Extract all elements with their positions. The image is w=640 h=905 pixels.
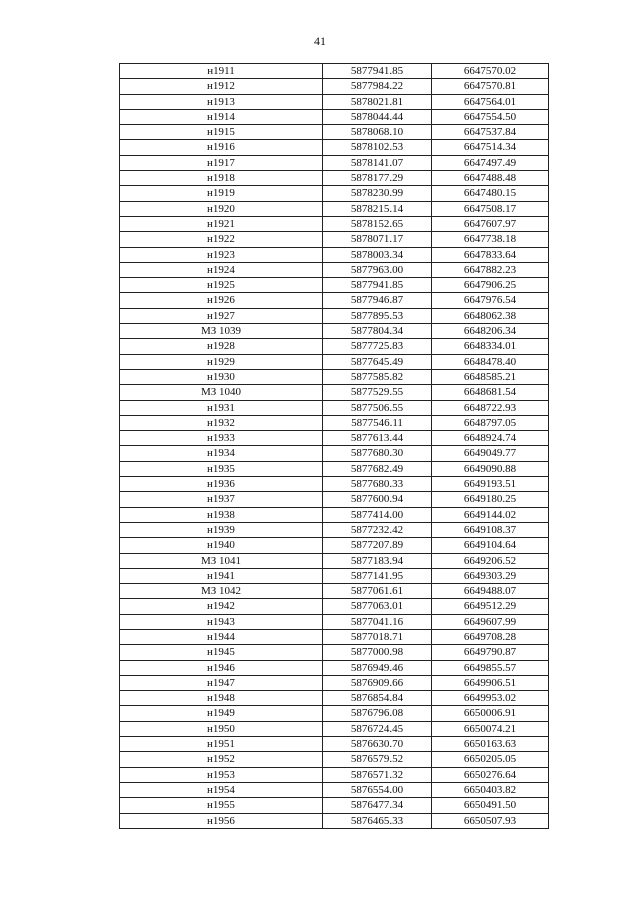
- y-coordinate-cell: 6648797.05: [432, 415, 549, 430]
- table-row: [120, 767, 549, 782]
- y-coordinate-cell: 6649512.29: [432, 599, 549, 614]
- x-coordinate-cell: 5877984.22: [323, 79, 432, 94]
- x-coordinate-cell: 5877613.44: [323, 431, 432, 446]
- table-row: [120, 262, 549, 277]
- point-name-cell: н1938: [120, 507, 323, 522]
- x-coordinate-cell: 5877941.85: [323, 64, 432, 79]
- x-coordinate-cell: 5878141.07: [323, 155, 432, 170]
- x-coordinate-cell: 5877585.82: [323, 369, 432, 384]
- table-row: [120, 354, 549, 369]
- y-coordinate-cell: 6647497.49: [432, 155, 549, 170]
- point-name-cell: н1944: [120, 629, 323, 644]
- y-coordinate-cell: 6650491.50: [432, 798, 549, 813]
- y-coordinate-cell: 6649206.52: [432, 553, 549, 568]
- x-coordinate-cell: 5878177.29: [323, 171, 432, 186]
- y-coordinate-cell: 6650507.93: [432, 813, 549, 828]
- point-name-cell: н1953: [120, 767, 323, 782]
- table-row: [120, 155, 549, 170]
- point-name-cell: н1915: [120, 125, 323, 140]
- y-coordinate-cell: 6647738.18: [432, 232, 549, 247]
- x-coordinate-cell: 5876630.70: [323, 737, 432, 752]
- y-coordinate-cell: 6648924.74: [432, 431, 549, 446]
- point-name-cell: н1937: [120, 492, 323, 507]
- x-coordinate-cell: 5878215.14: [323, 201, 432, 216]
- x-coordinate-cell: 5878071.17: [323, 232, 432, 247]
- point-name-cell: н1927: [120, 308, 323, 323]
- table-row: [120, 737, 549, 752]
- point-name-cell: н1930: [120, 369, 323, 384]
- y-coordinate-cell: 6649708.28: [432, 629, 549, 644]
- table-row: [120, 675, 549, 690]
- table-row: [120, 446, 549, 461]
- table-row: [120, 232, 549, 247]
- point-name-cell: н1955: [120, 798, 323, 813]
- x-coordinate-cell: 5877018.71: [323, 629, 432, 644]
- y-coordinate-cell: 6648062.38: [432, 308, 549, 323]
- point-name-cell: н1947: [120, 675, 323, 690]
- point-name-cell: н1916: [120, 140, 323, 155]
- x-coordinate-cell: 5876909.66: [323, 675, 432, 690]
- table-row: [120, 645, 549, 660]
- y-coordinate-cell: 6647537.84: [432, 125, 549, 140]
- x-coordinate-cell: 5877141.95: [323, 568, 432, 583]
- y-coordinate-cell: 6647882.23: [432, 262, 549, 277]
- point-name-cell: н1913: [120, 94, 323, 109]
- x-coordinate-cell: 5876796.08: [323, 706, 432, 721]
- x-coordinate-cell: 5877183.94: [323, 553, 432, 568]
- point-name-cell: н1950: [120, 721, 323, 736]
- y-coordinate-cell: 6649488.07: [432, 584, 549, 599]
- point-name-cell: н1914: [120, 109, 323, 124]
- y-coordinate-cell: 6648478.40: [432, 354, 549, 369]
- point-name-cell: н1934: [120, 446, 323, 461]
- point-name-cell: н1936: [120, 477, 323, 492]
- y-coordinate-cell: 6649855.57: [432, 660, 549, 675]
- x-coordinate-cell: 5878044.44: [323, 109, 432, 124]
- x-coordinate-cell: 5876949.46: [323, 660, 432, 675]
- y-coordinate-cell: 6647564.01: [432, 94, 549, 109]
- coordinates-table: [119, 63, 549, 829]
- point-name-cell: н1917: [120, 155, 323, 170]
- x-coordinate-cell: 5877207.89: [323, 538, 432, 553]
- table-row: [120, 706, 549, 721]
- point-name-cell: н1954: [120, 782, 323, 797]
- x-coordinate-cell: 5877725.83: [323, 339, 432, 354]
- table-row: [120, 247, 549, 262]
- point-name-cell: н1912: [120, 79, 323, 94]
- table-row: [120, 492, 549, 507]
- point-name-cell: н1924: [120, 262, 323, 277]
- table-row: [120, 798, 549, 813]
- table-row: [120, 140, 549, 155]
- point-name-cell: н1941: [120, 568, 323, 583]
- y-coordinate-cell: 6649906.51: [432, 675, 549, 690]
- table-row: [120, 415, 549, 430]
- x-coordinate-cell: 5877680.33: [323, 477, 432, 492]
- x-coordinate-cell: 5878230.99: [323, 186, 432, 201]
- point-name-cell: н1922: [120, 232, 323, 247]
- point-name-cell: н1931: [120, 400, 323, 415]
- page-number: 41: [314, 34, 326, 48]
- table-row: [120, 507, 549, 522]
- y-coordinate-cell: 6649193.51: [432, 477, 549, 492]
- point-name-cell: н1942: [120, 599, 323, 614]
- x-coordinate-cell: 5876579.52: [323, 752, 432, 767]
- table-row: [120, 171, 549, 186]
- point-name-cell: н1945: [120, 645, 323, 660]
- y-coordinate-cell: 6648585.21: [432, 369, 549, 384]
- table-row: [120, 782, 549, 797]
- point-name-cell: н1920: [120, 201, 323, 216]
- x-coordinate-cell: 5877000.98: [323, 645, 432, 660]
- y-coordinate-cell: 6647906.25: [432, 278, 549, 293]
- x-coordinate-cell: 5877963.00: [323, 262, 432, 277]
- table-row: [120, 216, 549, 231]
- x-coordinate-cell: 5877680.30: [323, 446, 432, 461]
- table-row: [120, 369, 549, 384]
- point-name-cell: н1948: [120, 691, 323, 706]
- coordinates-table-body: [120, 64, 549, 829]
- y-coordinate-cell: 6650074.21: [432, 721, 549, 736]
- point-name-cell: н1911: [120, 64, 323, 79]
- point-name-cell: н1939: [120, 522, 323, 537]
- point-name-cell: н1932: [120, 415, 323, 430]
- point-name-cell: н1949: [120, 706, 323, 721]
- x-coordinate-cell: 5877232.42: [323, 522, 432, 537]
- point-name-cell: н1952: [120, 752, 323, 767]
- point-name-cell: н1921: [120, 216, 323, 231]
- point-name-cell: н1925: [120, 278, 323, 293]
- y-coordinate-cell: 6649108.37: [432, 522, 549, 537]
- y-coordinate-cell: 6650205.05: [432, 752, 549, 767]
- table-row: [120, 599, 549, 614]
- y-coordinate-cell: 6647607.97: [432, 216, 549, 231]
- point-name-cell: МЗ 1039: [120, 324, 323, 339]
- y-coordinate-cell: 6650403.82: [432, 782, 549, 797]
- x-coordinate-cell: 5876571.32: [323, 767, 432, 782]
- y-coordinate-cell: 6649790.87: [432, 645, 549, 660]
- y-coordinate-cell: 6647976.54: [432, 293, 549, 308]
- table-row: [120, 400, 549, 415]
- table-row: [120, 629, 549, 644]
- point-name-cell: н1918: [120, 171, 323, 186]
- y-coordinate-cell: 6650006.91: [432, 706, 549, 721]
- x-coordinate-cell: 5877682.49: [323, 461, 432, 476]
- x-coordinate-cell: 5877529.55: [323, 385, 432, 400]
- x-coordinate-cell: 5877600.94: [323, 492, 432, 507]
- x-coordinate-cell: 5877041.16: [323, 614, 432, 629]
- table-row: [120, 293, 549, 308]
- y-coordinate-cell: 6649049.77: [432, 446, 549, 461]
- point-name-cell: н1943: [120, 614, 323, 629]
- point-name-cell: н1935: [120, 461, 323, 476]
- x-coordinate-cell: 5877061.61: [323, 584, 432, 599]
- table-row: [120, 64, 549, 79]
- point-name-cell: н1933: [120, 431, 323, 446]
- y-coordinate-cell: 6649090.88: [432, 461, 549, 476]
- y-coordinate-cell: 6649144.02: [432, 507, 549, 522]
- y-coordinate-cell: 6649104.64: [432, 538, 549, 553]
- y-coordinate-cell: 6647833.64: [432, 247, 549, 262]
- table-row: [120, 278, 549, 293]
- point-name-cell: МЗ 1040: [120, 385, 323, 400]
- point-name-cell: н1940: [120, 538, 323, 553]
- point-name-cell: н1926: [120, 293, 323, 308]
- y-coordinate-cell: 6648722.93: [432, 400, 549, 415]
- y-coordinate-cell: 6647554.50: [432, 109, 549, 124]
- table-row: [120, 94, 549, 109]
- point-name-cell: н1919: [120, 186, 323, 201]
- x-coordinate-cell: 5876477.34: [323, 798, 432, 813]
- table-row: [120, 813, 549, 828]
- y-coordinate-cell: 6649303.29: [432, 568, 549, 583]
- point-name-cell: н1951: [120, 737, 323, 752]
- table-row: [120, 308, 549, 323]
- x-coordinate-cell: 5878102.53: [323, 140, 432, 155]
- x-coordinate-cell: 5876724.45: [323, 721, 432, 736]
- y-coordinate-cell: 6647508.17: [432, 201, 549, 216]
- x-coordinate-cell: 5876554.00: [323, 782, 432, 797]
- table-row: [120, 568, 549, 583]
- table-row: [120, 660, 549, 675]
- table-row: [120, 522, 549, 537]
- table-row: [120, 553, 549, 568]
- x-coordinate-cell: 5877546.11: [323, 415, 432, 430]
- table-row: [120, 109, 549, 124]
- table-row: [120, 538, 549, 553]
- table-row: [120, 584, 549, 599]
- x-coordinate-cell: 5877645.49: [323, 354, 432, 369]
- table-row: [120, 324, 549, 339]
- y-coordinate-cell: 6647514.34: [432, 140, 549, 155]
- table-row: [120, 614, 549, 629]
- y-coordinate-cell: 6647570.02: [432, 64, 549, 79]
- point-name-cell: н1929: [120, 354, 323, 369]
- x-coordinate-cell: 5877414.00: [323, 507, 432, 522]
- y-coordinate-cell: 6648334.01: [432, 339, 549, 354]
- x-coordinate-cell: 5877506.55: [323, 400, 432, 415]
- x-coordinate-cell: 5877946.87: [323, 293, 432, 308]
- table-row: [120, 79, 549, 94]
- point-name-cell: н1956: [120, 813, 323, 828]
- x-coordinate-cell: 5876465.33: [323, 813, 432, 828]
- y-coordinate-cell: 6649607.99: [432, 614, 549, 629]
- x-coordinate-cell: 5877895.53: [323, 308, 432, 323]
- point-name-cell: н1923: [120, 247, 323, 262]
- x-coordinate-cell: 5877941.85: [323, 278, 432, 293]
- table-row: [120, 752, 549, 767]
- y-coordinate-cell: 6647480.15: [432, 186, 549, 201]
- x-coordinate-cell: 5878068.10: [323, 125, 432, 140]
- table-row: [120, 691, 549, 706]
- y-coordinate-cell: 6650163.63: [432, 737, 549, 752]
- table-row: [120, 385, 549, 400]
- table-row: [120, 125, 549, 140]
- y-coordinate-cell: 6650276.64: [432, 767, 549, 782]
- y-coordinate-cell: 6649953.02: [432, 691, 549, 706]
- y-coordinate-cell: 6647570.81: [432, 79, 549, 94]
- table-row: [120, 431, 549, 446]
- point-name-cell: н1946: [120, 660, 323, 675]
- table-row: [120, 186, 549, 201]
- point-name-cell: н1928: [120, 339, 323, 354]
- y-coordinate-cell: 6648681.54: [432, 385, 549, 400]
- x-coordinate-cell: 5878152.65: [323, 216, 432, 231]
- table-row: [120, 721, 549, 736]
- point-name-cell: МЗ 1042: [120, 584, 323, 599]
- x-coordinate-cell: 5878003.34: [323, 247, 432, 262]
- x-coordinate-cell: 5877063.01: [323, 599, 432, 614]
- table-row: [120, 339, 549, 354]
- x-coordinate-cell: 5878021.81: [323, 94, 432, 109]
- table-row: [120, 461, 549, 476]
- table-row: [120, 477, 549, 492]
- y-coordinate-cell: 6649180.25: [432, 492, 549, 507]
- x-coordinate-cell: 5876854.84: [323, 691, 432, 706]
- y-coordinate-cell: 6647488.48: [432, 171, 549, 186]
- point-name-cell: МЗ 1041: [120, 553, 323, 568]
- y-coordinate-cell: 6648206.34: [432, 324, 549, 339]
- x-coordinate-cell: 5877804.34: [323, 324, 432, 339]
- table-row: [120, 201, 549, 216]
